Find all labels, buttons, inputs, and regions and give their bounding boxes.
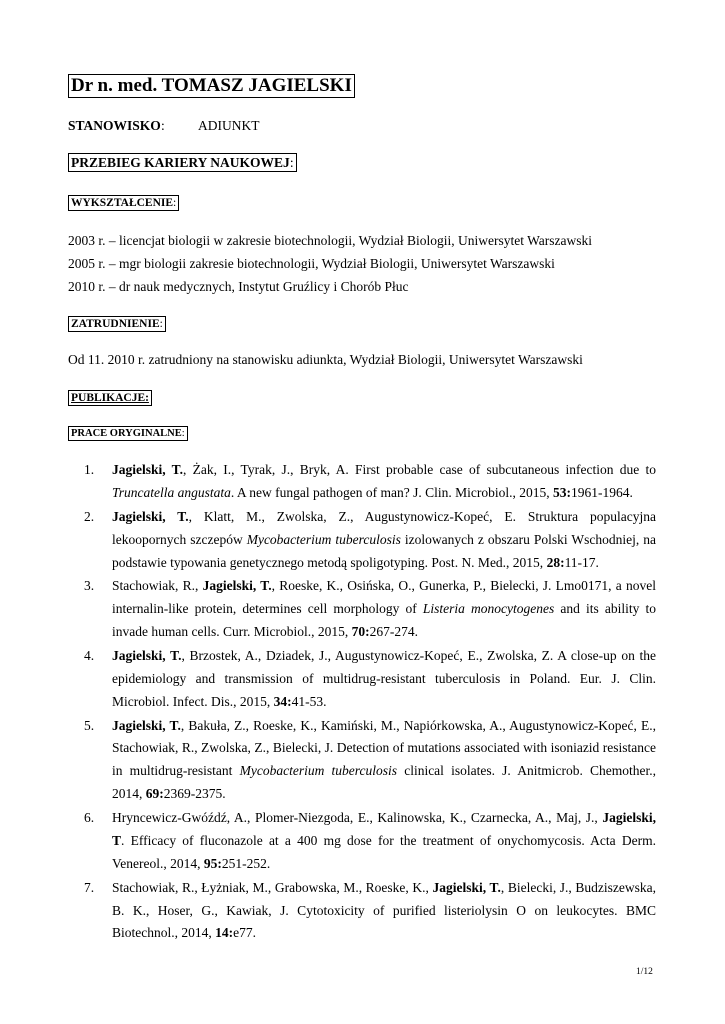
- publication-text: , Bakuła, Z., Roeske, K., Kamiński, M., Napiórkowska, A., Augustynowicz-Kopeć, E., Stachowiak, R., Zwolska, Z., Bielecki, J. Detection of mutations associated with isoniazid resistance in multidrug-resistant: [112, 717, 657, 779]
- publication-text: Mycobacterium tuberculosis: [239, 763, 398, 779]
- publication-text: . Efficacy of fluconazole at a 400 mg dose for the treatment of onychomycosis. Acta Derm. Venereol., 2014,: [112, 832, 656, 871]
- publication-text: and its ability to invade human cells. Curr. Microbiol., 2015,: [112, 601, 656, 640]
- publication-text: 14:: [215, 925, 234, 941]
- publication-item: [84, 715, 656, 807]
- publication-list: [84, 459, 656, 946]
- publication-number: 4.: [84, 647, 95, 663]
- publication-text: Mycobacterium tuberculosis: [246, 531, 401, 547]
- publication-text: 2369-2375.: [163, 786, 226, 802]
- publication-text: Truncatella angustata: [112, 484, 231, 500]
- publication-text: Jagielski, T: [112, 810, 656, 848]
- publication-text: Jagielski, T.: [112, 647, 182, 663]
- publications-heading: PUBLIKACJE:: [68, 390, 152, 406]
- education-heading: WYKSZTAŁCENIE:: [68, 195, 179, 211]
- publication-text: 251-252.: [221, 855, 271, 871]
- publication-text: . A new fungal pathogen of man? J. Clin. Microbiol., 2015,: [230, 484, 553, 500]
- employment-heading: ZATRUDNIENIE:: [68, 316, 166, 332]
- publication-text: 267-274.: [369, 624, 418, 640]
- publication-text: Hryncewicz-Gwóźdź, A., Plomer-Niezgoda, E., Kalinowska, K., Czarnecka, A., Maj, J.,: [112, 810, 603, 826]
- publication-item: [84, 506, 656, 575]
- publication-text: , Roeske, K., Osińska, O., Gunerka, P., Bielecki, J. Lmo0171, a novel internalin-like protein, determines cell morphology of: [112, 578, 656, 617]
- publication-text: Jagielski, T.: [202, 578, 272, 594]
- publication-number: 3.: [84, 578, 95, 594]
- education-heading-text: WYKSZTAŁCENIE: [71, 197, 174, 209]
- publication-text: Jagielski, T.: [432, 879, 501, 895]
- publication-text: 70:: [351, 624, 370, 640]
- career-heading: PRZEBIEG KARIERY NAUKOWEJ:: [68, 153, 297, 172]
- education-item: 2010 r. – dr nauk medycznych, Instytut Gruźlicy i Chorób Płuc: [68, 279, 409, 294]
- publication-text: , Klatt, M., Zwolska, Z., Augustynowicz-Kopeć, E. Struktura populacyjna lekoopornych szczepów: [112, 508, 656, 547]
- publication-text: Listeria monocytogenes: [422, 601, 555, 617]
- employment-text: Od 11. 2010 r. zatrudniony na stanowisku adiunkta, Wydział Biologii, Uniwersytet Warszawski: [68, 352, 583, 367]
- publication-text: 53:: [552, 484, 571, 500]
- publication-number: 5.: [84, 717, 95, 733]
- page-title: Dr n. med. TOMASZ JAGIELSKI: [68, 74, 355, 98]
- position-value: ADIUNKT: [198, 118, 260, 133]
- publication-item: [84, 645, 656, 714]
- employment-heading-text: ZATRUDNIENIE: [71, 318, 160, 330]
- publication-item: [84, 575, 656, 644]
- publication-text: Jagielski, T.: [112, 508, 189, 524]
- career-heading-text: PRZEBIEG KARIERY NAUKOWEJ: [71, 155, 290, 170]
- education-item: 2003 r. – licencjat biologii w zakresie biotechnologii, Wydział Biologii, Uniwersytet Warszawski: [68, 233, 592, 248]
- publication-text: 41-53.: [291, 693, 327, 709]
- publication-text: , Brzostek, A., Dziadek, J., Augustynowicz-Kopeć, E., Zwolska, Z. A close-up on the epidemiology and transmission of multidrug-resistant tuberculosis in Poland. Eur. J. Clin. Microbiol. Infect. Dis., 2015,: [112, 647, 657, 709]
- publication-number: 6.: [84, 810, 95, 826]
- publication-text: e77.: [233, 925, 256, 941]
- publication-item: [84, 807, 656, 876]
- position-colon: :: [161, 118, 165, 133]
- position-label: STANOWISKO: [68, 118, 161, 133]
- publication-text: 34:: [273, 693, 292, 709]
- publication-number: 1.: [84, 462, 95, 477]
- publication-text: 95:: [203, 855, 222, 871]
- publication-text: 1961-1964.: [570, 484, 633, 500]
- page-number: 1/12: [636, 967, 653, 977]
- publication-text: izolowanych z obszaru Polski Wschodniej, na podstawie typowania genetycznego metodą spoligotyping. Post. N. Med., 2015,: [112, 531, 656, 570]
- publication-text: Stachowiak, R.,: [112, 578, 203, 594]
- publication-text: 28:: [546, 554, 565, 570]
- publication-item: [84, 877, 656, 946]
- publication-item: [84, 459, 656, 505]
- publication-text: 69:: [145, 786, 164, 802]
- publication-number: 7.: [84, 879, 95, 895]
- publication-text: Jagielski, T.: [112, 717, 181, 733]
- publication-text: Stachowiak, R., Łyżniak, M., Grabowska, M., Roeske, K.,: [112, 879, 433, 895]
- publication-text: clinical isolates. J. Anitmicrob. Chemother., 2014,: [112, 763, 657, 802]
- original-papers-heading-text: PRACE ORYGINALNE: [71, 428, 182, 439]
- publication-text: Jagielski, T.: [112, 462, 184, 477]
- original-papers-heading: PRACE ORYGINALNE:: [68, 426, 188, 441]
- education-item: 2005 r. – mgr biologii zakresie biotechnologii, Wydział Biologii, Uniwersytet Warszawski: [68, 256, 555, 271]
- publication-text: 11-17.: [564, 554, 599, 570]
- publication-number: 2.: [84, 508, 95, 524]
- publication-text: , Żak, I., Tyrak, J., Bryk, A. First probable case of subcutaneous infection due to: [183, 462, 656, 477]
- publication-text: , Bielecki, J., Budziszewska, B. K., Hoser, G., Kawiak, J. Cytotoxicity of purified listeriolysin O on leukocytes. BMC Biotechnol., 2014,: [112, 879, 657, 941]
